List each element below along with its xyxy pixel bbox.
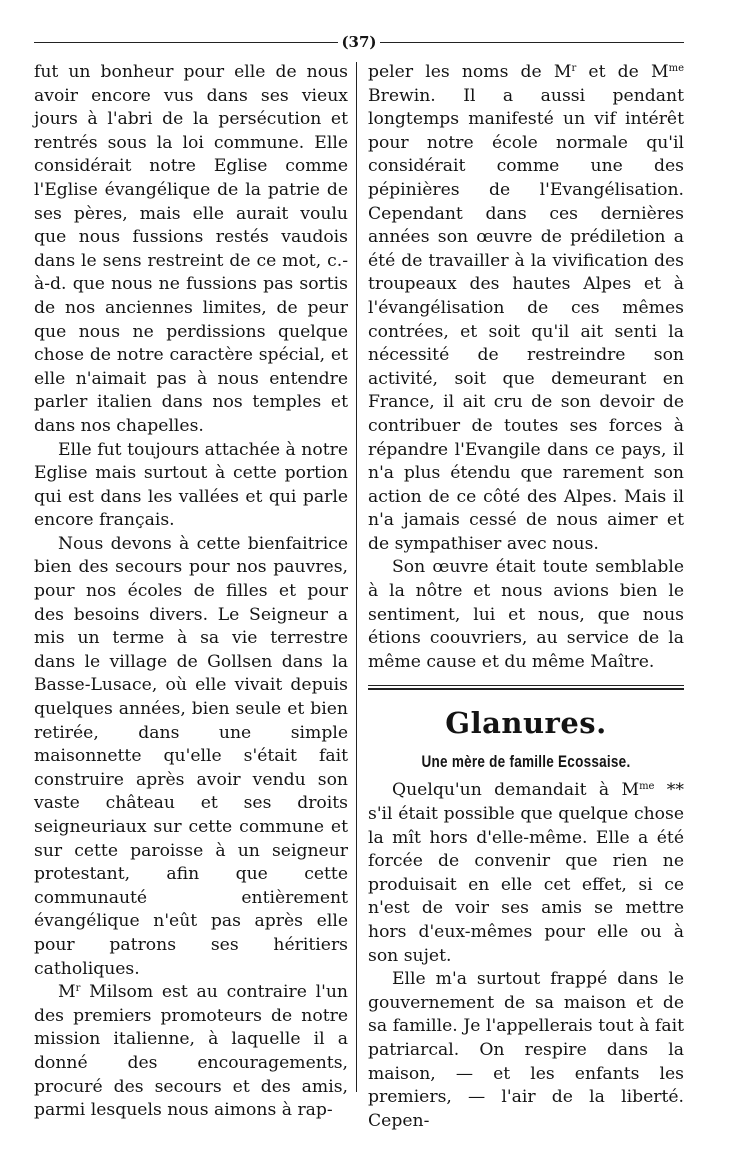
left-column <box>34 61 348 1123</box>
paragraph: fut un bonheur pour elle de nous avoir encore vus dans ses vieux jours à l'abri de la persécution et rentrés sous la loi commune. Elle considérait notre Eglise comme l'Eglise évangélique de la patrie de ses pères, mais elle aurait voulu que nous fussions restés vaudois dans le sens restreint de ce mot, c.-à-d. que nous ne fussions pas sortis de nos anciennes limites, de peur que nous ne perdissions quelque chose de notre caractère spécial, et elle n'aimait pas à nous entendre parler italien dans nos temples et dans nos chapelles. <box>34 62 348 436</box>
paragraph <box>368 779 684 968</box>
text-run: M <box>58 982 76 1003</box>
superscript: r <box>75 983 81 995</box>
text-run: ** s'il était possible que quelque chose la mît hors d'elle-même. Elle a été forcée de convenir que rien ne produisait en elle cet effet, si ce n'est de voir ses amis se mettre hors d'eux-mêmes pour elle ou à son sujet. <box>368 780 684 966</box>
article-subtitle: Une mère de famille Ecossaise. <box>421 753 631 772</box>
separator-thick-rule <box>368 688 684 690</box>
section-separator <box>368 685 684 690</box>
paragraph: Nous devons à cette bienfaitrice bien des secours pour nos pauvres, pour nos écoles de filles et pour des besoins divers. Le Seigneur a mis un terme à sa vie terrestre dans le village de Gollsen dans la Basse-Lusace, où elle vivait depuis quelques années, bien seule et bien retirée, dans une simple maisonnette qu'elle s'était fait construire après avoir vendu son vaste château et ses droits seigneuriaux sur cette commune et sur cette paroisse à un seigneur protestant, afin que cette communauté entièrement évangélique n'eût pas après elle pour patrons ses héritiers catholiques. <box>34 533 348 979</box>
paragraph: Elle fut toujours attachée à notre Eglise mais surtout à cette portion qui est dans les vallées et qui parle encore français. <box>34 439 348 531</box>
paragraph: Elle m'a surtout frappé dans le gouvernement de sa maison et de sa famille. Je l'appellerais tout à fait patriarcal. On respire dans la maison, — et les enfants les premiers, — l'air de la liberté. Cepen- <box>368 969 684 1131</box>
header-rule-right <box>380 42 684 43</box>
text-run: Milsom est au contraire l'un des premiers promoteurs de notre mission italienne, à laquelle il a donné des encouragements, procuré des secours et des amis, parmi lesquels nous aimons à rap- <box>34 982 348 1121</box>
page-header <box>34 33 684 53</box>
column-divider <box>356 62 357 1092</box>
text-run: peler les noms de M <box>368 62 572 82</box>
section-title: Glanures. <box>445 706 607 741</box>
text-run: et de M <box>576 62 669 82</box>
superscript: me <box>639 781 655 793</box>
page-number: (37) <box>341 33 377 51</box>
text-run: Brewin. Il a aussi pendant longtemps manifesté un vif intérêt pour notre école normale qu'il considérait comme une des pépinières de l'Evangélisation. Cependant dans ces dernières années son œuvre de prédiletion a été de travailler à la vivification des troupeaux des hautes Alpes et à l'évangélisation de ces mêmes contrées, et soit qu'il ait senti la nécessité de restreindre son activité, soit que demeurant en France, il ait cru de son devoir de contribuer de toutes ses forces à répandre l'Evangile dans ce pays, il n'a plus étendu que rarement son action de ce côté des Alpes. Mais il n'a jamais cessé de nous aimer et de sympathiser avec nous. <box>368 85 684 554</box>
right-column <box>368 61 684 1133</box>
superscript: me <box>668 63 684 74</box>
superscript: r <box>571 63 577 74</box>
paragraph <box>368 61 684 556</box>
paragraph: Son œuvre était toute semblable à la nôtre et nous avions bien le sentiment, lui et nous, que nous étions coouvriers, au service de la même cause et du même Maître. <box>368 557 684 672</box>
text-run: Quelqu'un demandait à M <box>392 780 640 801</box>
paragraph <box>34 981 348 1123</box>
separator-thin-rule <box>368 685 684 686</box>
header-rule-left <box>34 42 338 43</box>
